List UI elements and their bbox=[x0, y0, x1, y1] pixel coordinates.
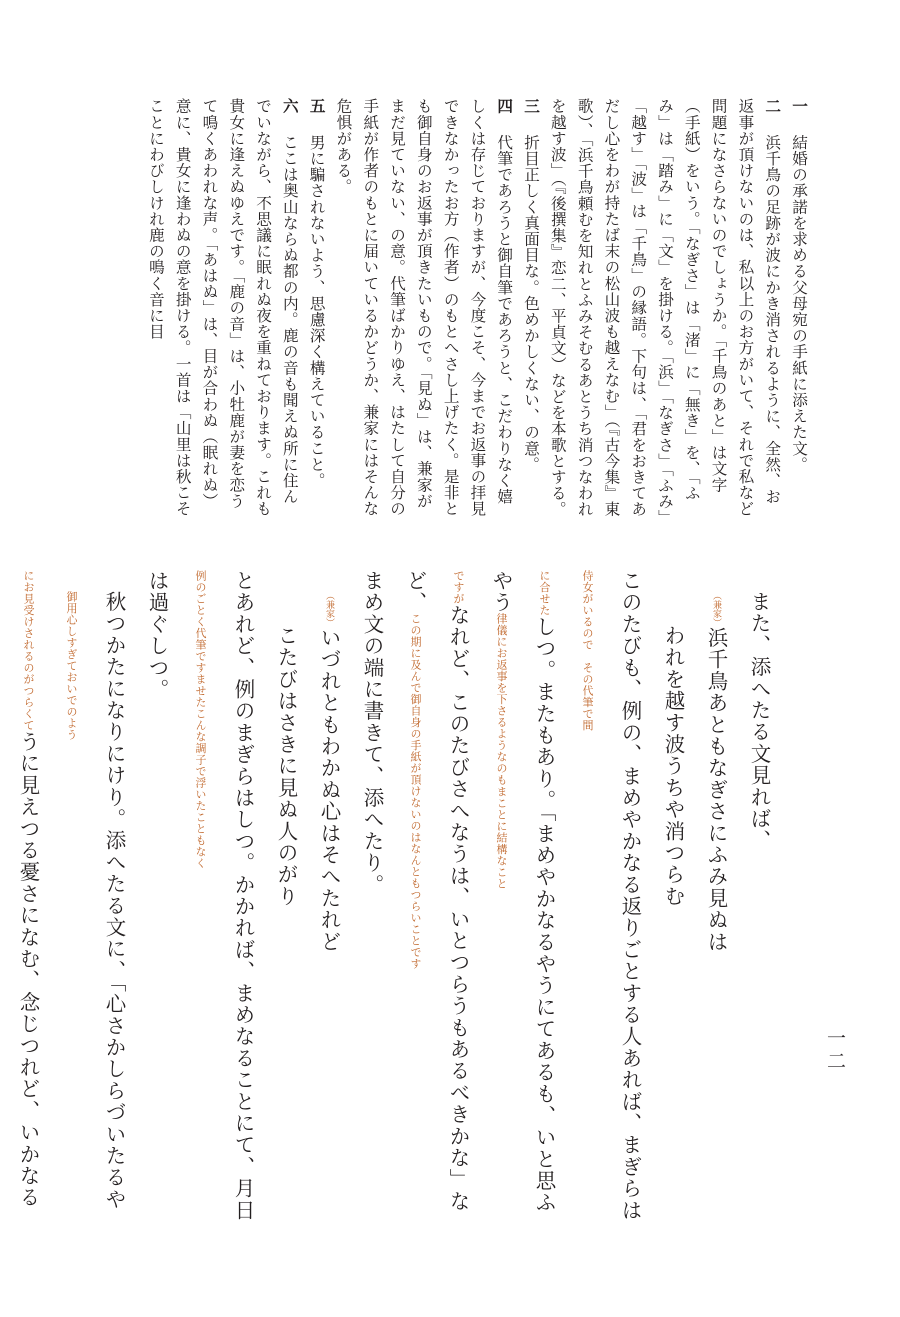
gloss: こんな調子で bbox=[194, 708, 207, 777]
poem-text: いづれともわかぬ心はそへたれど bbox=[317, 626, 341, 952]
poem-line: こたびはさきに見ぬ人のがり bbox=[274, 625, 298, 908]
note-5 bbox=[303, 98, 330, 518]
gloss: 御用心しすぎておいでのよう bbox=[65, 590, 78, 740]
note-text: ここは奥山ならぬ都の内。鹿の音も聞えぬ所に住んでいながら、不思議に眠れぬ夜を重ねております。これも貴女に逢えぬゆえです。「鹿の音」は、小牡鹿が妻を恋うて鳴くあわれな声。「あはぬ」は、目が合わぬ（眠れぬ）意に、貴女に逢わぬの意を掛ける。一首は「山里は秋こそことにわびしけれ鹿の鳴く音に目 bbox=[146, 98, 299, 517]
main-line: また、添へたる文見れば、 bbox=[747, 590, 771, 851]
note-marker: 一 bbox=[790, 98, 809, 115]
speaker-label: （兼家） bbox=[324, 590, 334, 627]
gloss: この期に及んで御自身の手紙が頂けないのは bbox=[409, 613, 422, 844]
note-3 bbox=[517, 98, 544, 518]
main-line bbox=[565, 570, 651, 1230]
main-line bbox=[393, 570, 479, 1230]
note-4 bbox=[330, 98, 518, 518]
gloss: ですが bbox=[452, 570, 465, 605]
poem-line bbox=[307, 570, 350, 1230]
gloss: にお見受けされるのがつらくて bbox=[22, 570, 35, 731]
notes-section bbox=[122, 98, 812, 518]
note-1 bbox=[785, 98, 812, 518]
main-line bbox=[479, 570, 565, 1230]
main-line bbox=[49, 570, 135, 1230]
note-marker: 六 bbox=[280, 98, 300, 115]
note-2 bbox=[544, 98, 785, 518]
note-text: 結婚の承諾を求める父母宛の手紙に添えた文。 bbox=[790, 134, 808, 473]
main-text-run: 秋つかたになりにけり。添へたる文に、「心さかしらづいたるや bbox=[102, 590, 126, 1210]
gloss: 例のごとく代筆ですませた bbox=[194, 570, 207, 708]
main-text-run: このたびも、例の、まめやかなる返りごとする人あれば、まぎらは bbox=[618, 570, 642, 1221]
main-text bbox=[16, 570, 780, 1230]
note-text: 代筆であろうと御自筆であろうと、こだわりなく嬉しくは存じておりますが、今度こそ、今までお返事の拝見できなかったお方（作者）のもとへさし上げたく。是非とも御自身のお返事が頂きたいもので。「見ぬ」は、兼家がまだ見ていない、の意。代筆ばかりゆえ、はたして自分の手紙が作者のもとに届いているかどうか、兼家にはそんな危惧がある。 bbox=[334, 98, 514, 517]
note-marker: 四 bbox=[495, 98, 515, 115]
gloss: まことに結構なこと bbox=[495, 785, 508, 890]
gloss: 侍女がいるので その代筆で間 bbox=[581, 570, 594, 731]
page-number: 一二 bbox=[824, 1028, 846, 1074]
main-text-run: しつ。またもあり。「まめやかなるやうにてあるも、いと思ふやう bbox=[489, 570, 556, 1214]
note-marker: 二 bbox=[763, 98, 783, 115]
poem-line: われを越す波うちや消つらむ bbox=[661, 625, 685, 908]
main-text-run: うに見えつる憂さになむ、念じつれど、いかなる bbox=[16, 731, 40, 1209]
note-marker: 五 bbox=[307, 98, 327, 115]
main-line bbox=[0, 570, 49, 1230]
main-text-run: なれど、このたびさへなうは、いとつらうもあるべきかな」など、 bbox=[403, 570, 470, 1213]
gloss: なんともつらいことです bbox=[409, 843, 422, 970]
note-text: 男に騙されないよう、思慮深く構えていること。 bbox=[307, 134, 326, 489]
main-line: は過ぐしつ。 bbox=[145, 570, 169, 701]
note-text: 浜千鳥の足跡が波にかき消されるように、全然、お返事が頂けないのは、私以上のお方がいて、それで私など問題になさらないのでしょうか。「千鳥のあと」は文字（手紙）をいう。「なぎさ」は「渚」に「無き」を、「ふみ」は「踏み」に「文」を掛ける。「浜」「なぎさ」「ふみ」「越す」「波」は「千鳥」の縁語。下句は、「君をおきてあだし心をわが持たば末の松山波も越えなむ」（『古今集』東歌）、「浜千鳥頼むを知れとふみそむるあとうち消つなわれを越す波」（『後撰集』恋二、平貞文）などを本歌とする。 bbox=[548, 98, 782, 518]
note-marker: 三 bbox=[522, 98, 542, 115]
note-6 bbox=[142, 98, 303, 518]
gloss: 浮いたこともなく bbox=[194, 777, 207, 869]
speaker-label: （兼家） bbox=[711, 590, 721, 627]
gloss: 律儀にお返事を下さるようなのも bbox=[495, 613, 508, 786]
poem-text: 浜千鳥あともなぎさにふみ見ぬは bbox=[704, 626, 728, 952]
main-line bbox=[178, 570, 264, 1230]
main-text-run: とあれど、例のまぎらはしつ。かかれば、まめなることにて、月日 bbox=[231, 570, 255, 1221]
note-text: 折目正しく真面目な。色めかしくない、の意。 bbox=[522, 134, 541, 473]
gloss: に合せた bbox=[538, 570, 551, 616]
poem-line bbox=[694, 570, 737, 1230]
main-line: まめ文の端に書きて、添へたり。 bbox=[360, 570, 384, 896]
